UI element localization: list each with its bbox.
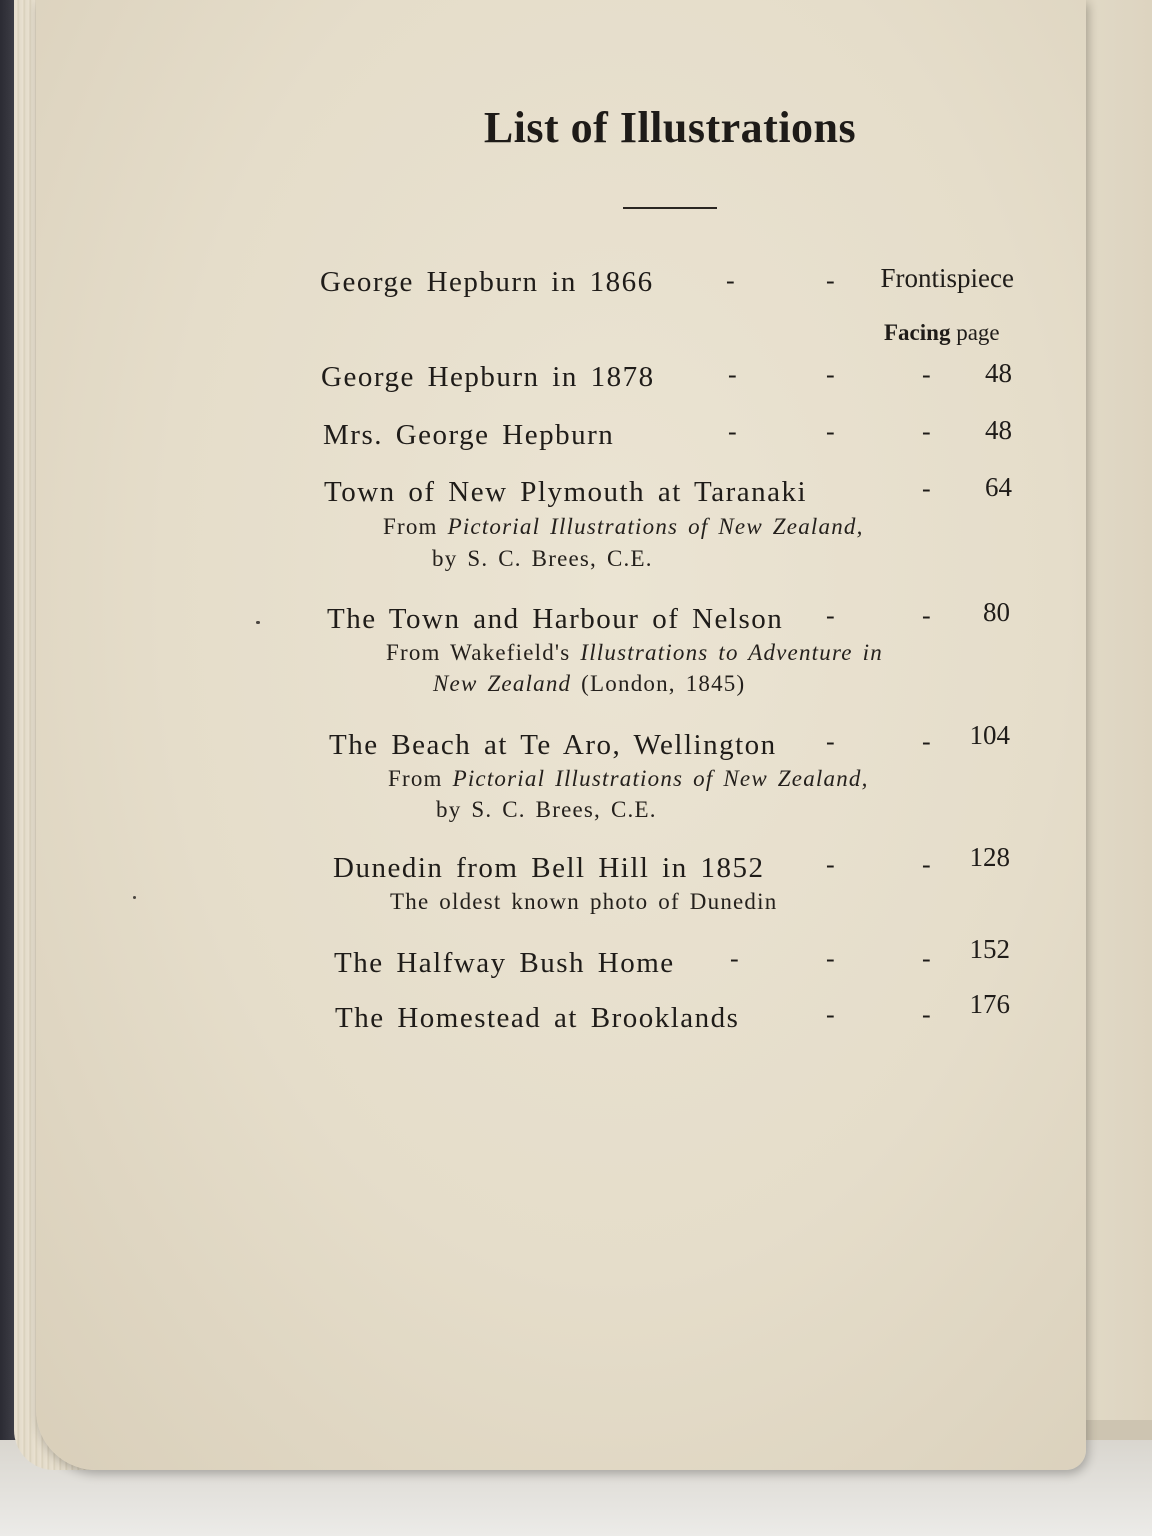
leader-dash: - <box>826 360 835 389</box>
leader-dash: - <box>730 944 739 973</box>
entry-title: Town of New Plymouth at Taranaki <box>324 476 808 508</box>
leader-dash: - <box>922 474 931 503</box>
entry-page: 176 <box>969 989 1010 1019</box>
leader-dash: - <box>826 944 835 973</box>
facing-page-label: Facing page <box>884 320 1000 345</box>
entry-source-note: New Zealand (London, 1845) <box>433 671 746 696</box>
entry-title: The Halfway Bush Home <box>334 947 675 979</box>
entry-title: George Hepburn in 1866 <box>320 266 654 298</box>
leader-dash: - <box>826 601 835 630</box>
leader-dash: - <box>728 360 737 389</box>
leader-dash: - <box>826 727 835 756</box>
entry-source-note: by S. C. Brees, C.E. <box>432 546 653 571</box>
entry-source-note: From Pictorial Illustrations of New Zealand, <box>383 514 864 539</box>
entry-title: Dunedin from Bell Hill in 1852 <box>333 852 765 884</box>
entry-title: Mrs. George Hepburn <box>323 419 615 451</box>
title-rule <box>623 207 717 209</box>
entry-source-note: by S. C. Brees, C.E. <box>436 797 657 822</box>
leader-dash: - <box>922 1000 931 1029</box>
leader-dash: - <box>922 360 931 389</box>
entry-title: The Homestead at Brooklands <box>335 1002 740 1034</box>
entry-source-note: From Wakefield's Illustrations to Adventure in <box>386 640 883 665</box>
entry-page: 152 <box>969 934 1010 964</box>
leader-dash: - <box>728 417 737 446</box>
leader-dash: - <box>826 850 835 879</box>
entry-caption-note: The oldest known photo of Dunedin <box>390 889 778 914</box>
entry-page: Frontispiece <box>880 263 1014 293</box>
entry-page: 48 <box>985 415 1012 445</box>
entry-title: The Beach at Te Aro, Wellington <box>329 729 777 761</box>
leader-dash: - <box>726 266 735 295</box>
entry-page: 104 <box>969 720 1010 750</box>
entry-page: 48 <box>985 358 1012 388</box>
leader-dash: - <box>922 417 931 446</box>
page-title: List of Illustrations <box>483 103 857 152</box>
leader-dash: - <box>922 850 931 879</box>
entry-title: George Hepburn in 1878 <box>321 361 655 393</box>
leader-dash: - <box>826 1000 835 1029</box>
leader-dash: - <box>826 266 835 295</box>
entry-title: The Town and Harbour of Nelson <box>327 603 784 635</box>
entry-page: 80 <box>983 597 1010 627</box>
paper-speck <box>256 621 260 624</box>
paper-speck <box>133 896 136 899</box>
leader-dash: - <box>922 727 931 756</box>
leader-dash: - <box>922 944 931 973</box>
entry-page: 64 <box>985 472 1012 502</box>
leader-dash: - <box>826 417 835 446</box>
entry-source-note: From Pictorial Illustrations of New Zealand, <box>388 766 869 791</box>
entry-page: 128 <box>969 842 1010 872</box>
leader-dash: - <box>922 601 931 630</box>
